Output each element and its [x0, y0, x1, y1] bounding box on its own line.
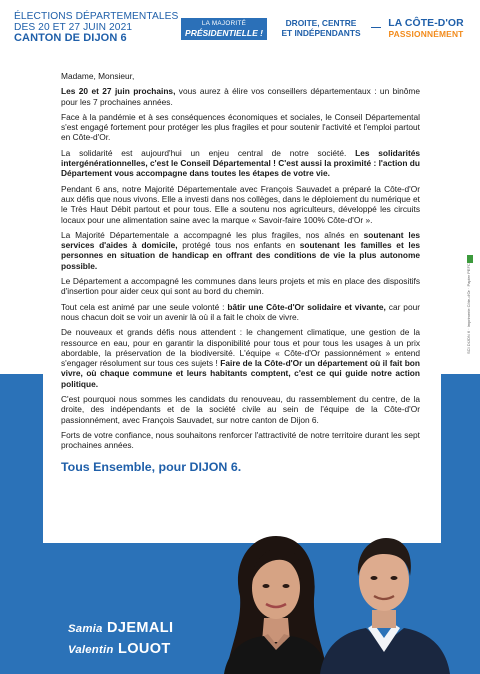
legal-mention: [464, 246, 476, 356]
party-label-line1: DROITE, CENTRE: [285, 18, 357, 28]
canton-name: CANTON DE DIJON 6: [14, 32, 127, 44]
salutation: Madame, Monsieur,: [61, 71, 135, 81]
p7-text2: car pour nous chacun doit se voir un avenir là où il a fait le choix de vivre.: [61, 301, 421, 322]
cote-dor-logo: [386, 19, 466, 39]
cote-logo-bottom: PASSIONNÉMENT: [388, 29, 464, 39]
p1-bold: Les 20 et 27 juin prochains,: [61, 86, 176, 97]
paragraph-renewal: C'est pourquoi nous sommes les candidats du renouveau, du rassemblement du centre, de la droite, des indépendants et de la société civile au sein de l'équipe de la Côte-d'Or passionnément, avec François Sauvadet, sur notre canton de Dijon 6.: [61, 394, 420, 425]
cote-logo-top: LA CÔTE-D'OR: [388, 18, 464, 29]
p7-text: Tout cela est animé par une seule volonté :: [61, 301, 228, 312]
letter-panel: [43, 58, 441, 543]
paragraph-election: [61, 86, 420, 107]
p7-bold: bâtir une Côte-d'Or solidaire et vivante,: [227, 301, 386, 312]
majorite-presidentielle-logo: [181, 18, 267, 40]
candidate-name-2: [68, 640, 171, 658]
majority-logo-bottom: PRÉSIDENTIELLE !: [185, 28, 263, 38]
paragraph-pandemic: Face à la pandémie et à ses conséquences économiques et sociales, le Conseil Départemental s'est engagé fortement pour protéger les plus fragiles et pour soutenir l'activité et l'emploi partout en Côte-d'Or.: [61, 111, 420, 143]
legal-text: SCI DIJON 6 · Imprimerie Côte-d'Or · Papier PEFC: [466, 263, 471, 354]
p5-b1: soutenant les services d'aides à domicile,: [61, 229, 420, 251]
p5-b2: soutenant les familles et les personnes en situation de handicap en offrant des conditions de vie la plus autonome possible.: [61, 240, 420, 271]
paragraph-will: [61, 302, 420, 323]
p5-t2: protégé tous nos enfants en: [177, 240, 300, 251]
letter-body: [61, 71, 420, 474]
paragraph-communes: Le Département a accompagné les communes dans leurs projets et mis en place des dispositifs d'insertion pour aider ceux qui sont au bord du chemin.: [61, 276, 420, 297]
party-label: [276, 19, 366, 38]
paragraph-record: Pendant 6 ans, notre Majorité Départementale avec François Sauvadet a préparé la Côte-d'Or aux défis que nous vivons. Elle a investi dans nos collèges, dans le déploiement du numérique et le Très Haut Débit partout et pour tous. Elle a soutenu nos agriculteurs, développé les circuits locaux pour une alimentation saine avec la marque « Savoir-faire 100% Côte-d'Or ».: [61, 183, 420, 225]
paragraph-challenges: [61, 327, 420, 389]
candidate-2-first: Valentin: [68, 644, 114, 656]
p8-bold: Faire de la Côte-d'Or un département où il fait bon vivre, où chaque commune et leurs habitants comptent, c'est ce qui guide notre action politique.: [61, 358, 420, 389]
paragraph-solidarity: [61, 148, 420, 179]
party-label-line2: ET INDÉPENDANTS: [281, 27, 361, 38]
p5-t1: La Majorité Départementale a accompagné les plus fragiles, nos aînés en: [61, 229, 364, 240]
election-title: ÉLECTIONS DÉPARTEMENTALES: [14, 11, 179, 22]
paragraph-confidence: Forts de votre confiance, nous souhaitons renforcer l'attractivité de notre territoire durant les sept prochaines années.: [61, 429, 420, 451]
candidate-photo-woman: [218, 526, 333, 674]
closing-slogan: Tous Ensemble, pour DIJON 6.: [61, 459, 242, 474]
p3-bold: Les solidarités intergénérationnelles, c'est le Conseil Départemental ! C'est aussi la proximité : l'action du Département vous accompagne dans toutes les étapes de votre vie.: [61, 147, 420, 179]
paragraph-fragile: [61, 230, 420, 271]
candidate-1-first: Samia: [68, 623, 103, 635]
p1-text: vous aurez à élire vos conseillers départementaux : un binôme pour les 7 prochaines années.: [61, 86, 420, 107]
majority-logo-top: LA MAJORITÉ: [201, 20, 247, 27]
p8-text: De nouveaux et grands défis nous attendent : le changement climatique, une gestion de la ressource en eau, pour en garantir la disponibilité pour tous et pour tous les usages à un prix abordable, la préservation de la biodiversité. L'équipe « Côte-d'Or passionnément » entend s'engager résolument sur tous ces sujets !: [61, 327, 420, 369]
separator-dash: [371, 27, 381, 28]
header: [0, 0, 480, 58]
candidate-1-last: DJEMALI: [107, 620, 174, 636]
candidate-name-1: [68, 619, 173, 637]
candidate-2-last: LOUOT: [117, 641, 171, 657]
p3-text: La solidarité est aujourd'hui un enjeu central de notre société.: [61, 147, 356, 158]
election-dates: DES 20 ET 27 JUIN 2021: [14, 22, 133, 33]
candidate-photo-man: [320, 528, 450, 674]
